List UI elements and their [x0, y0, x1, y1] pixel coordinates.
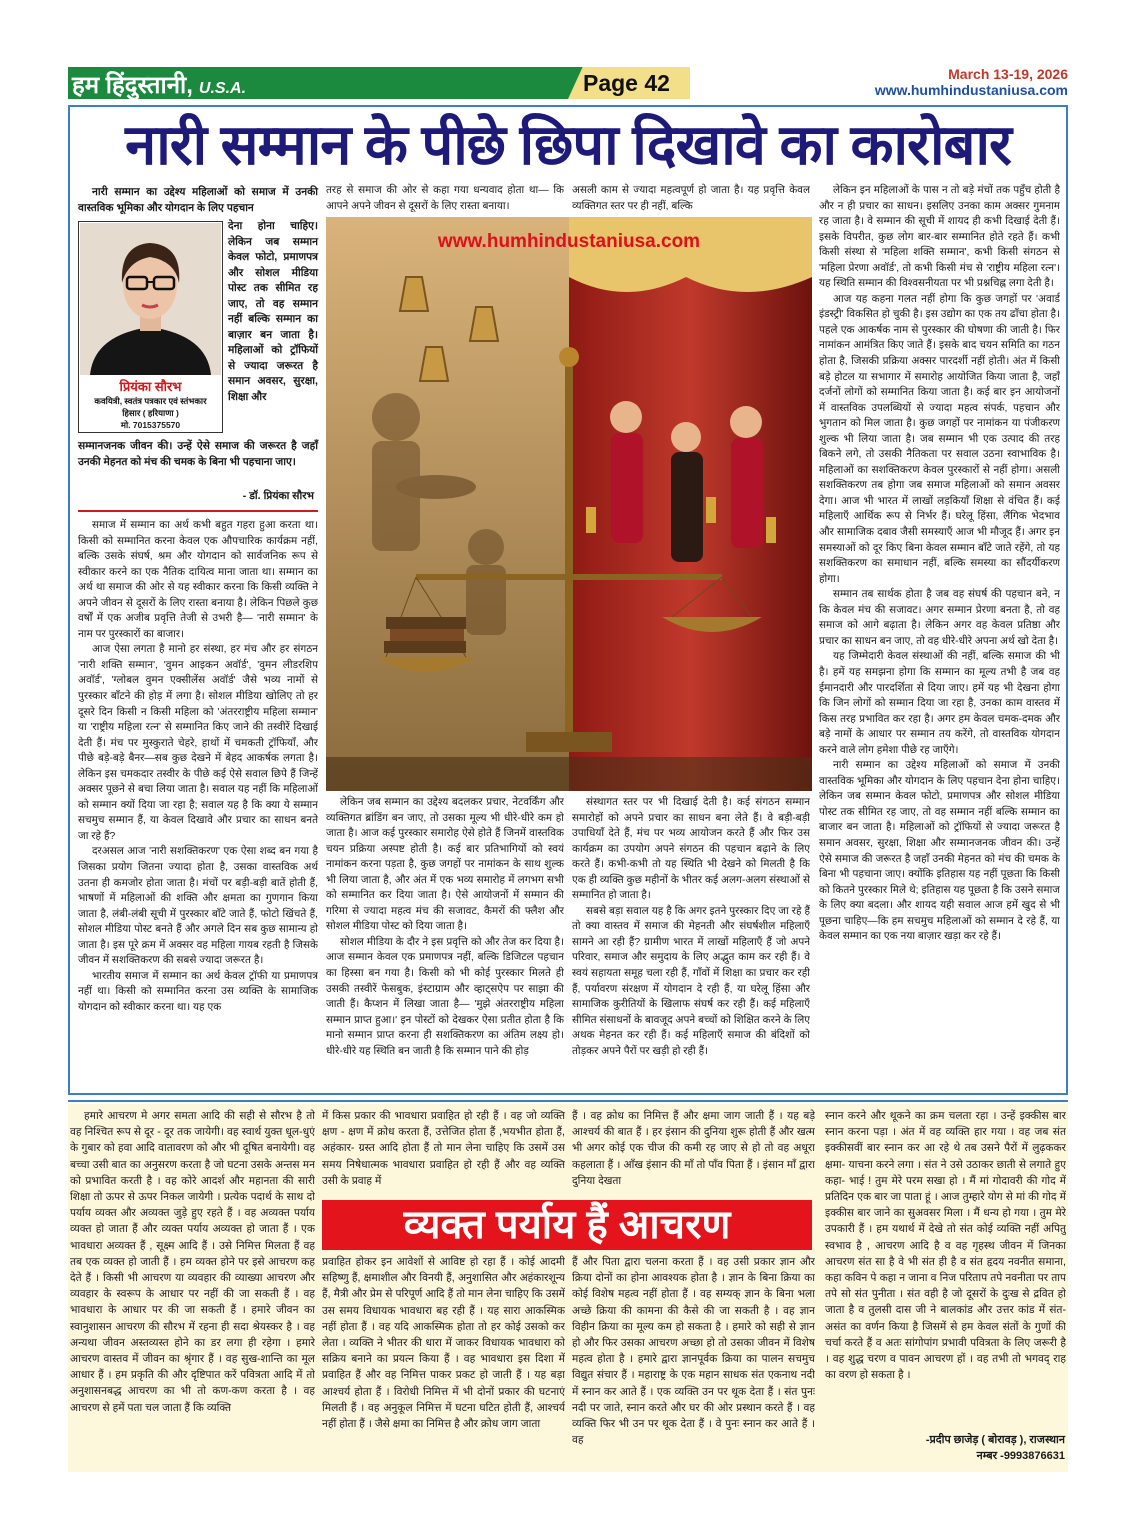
image-watermark: www.humhindustaniusa.com — [437, 231, 701, 252]
article-column-2-top: तरह से समाज की ओर से कहा गया धन्यवाद होता था— कि आपने अपने जीवन से दूसरों के लिए रास्ता बनाया। — [326, 185, 564, 212]
intro-signature: - डॉ. प्रियंका सौरभ — [242, 490, 314, 502]
page-number: Page 42 — [583, 70, 670, 96]
article-column-1 — [78, 518, 318, 1090]
section-divider — [68, 1100, 1068, 1102]
author-photo — [80, 223, 221, 375]
author-role: कवयित्री, स्वतंत्र पत्रकार एवं स्तंभकार — [94, 396, 207, 406]
intro-quote: नारी सम्मान का उद्देश्य महिलाओं को समाज में उनकी वास्तविक भूमिका और योगदान के लिए पहचान — [78, 186, 318, 214]
second-article-headline: व्यक्त पर्याय हैं आचरण — [322, 1200, 812, 1250]
paragraph: यह जिम्मेदारी केवल संस्थाओं की नहीं, बल्कि समाज की भी है। हमें यह समझना होगा कि सम्मान का मूल्य तभी है जब वह ईमानदारी और पारदर्शिता से दिया जाए। हमें यह भी देखना होगा कि जिन लोगों को सम्मान दिया जा रहा है, उनका काम वास्तव में किस तरह प्रभावित कर रहा है। अगर हम केवल चमक-दमक और बड़े नामों के आधार पर सम्मान तय करेंगे, तो वास्तविक योगदान करने वाले लोग हमेशा पीछे रह जाएँगे। — [819, 651, 1060, 756]
article-column-3-top: असली काम से ज्यादा महत्वपूर्ण हो जाता है। यह प्रवृत्ति केवल व्यक्तिगत स्तर पर ही नहीं, बल्कि — [572, 185, 810, 212]
article-headline: नारी सम्मान के पीछे छिपा दिखावे का कारोबार — [125, 113, 1011, 176]
author-place: हिसार ( हरियाणा ) — [122, 408, 179, 418]
second-article-column-3-top: हैं । वह क्रोध का निमित्त हैं और क्षमा जाग जाती हैं । यह बड़े आश्चर्य की बात हैं । हर इंसान की दुनिया शुरू होती हैं और खत्म भी अगर कोई एक चीज की कमी रह जाए से हो तो वह अधूरा कहलाता हैं । आँख इंसान की माँ तो पाँव पिता हैं । इंसान माँ द्वारा दुनिया देखता — [572, 1110, 815, 1187]
second-article-column-2: प्रवाहित होकर इन आवेशों से आविष्ट हो रहा हैं । कोई आदमी सहिष्णु हैं, क्षमाशील और विनयी हैं, अनुशासित और अहंकारशून्य हैं, मैत्री और प्रेम से परिपूर्ण आदि हैं तो मान लेना चाहिए कि उसमें उस समय विधायक भावधारा बह रही हैं । यह सारा आकस्मिक नहीं होता हैं । वह यदि आकस्मिक होता तो हर कोई उसको कर लेता । व्यक्ति ने भीतर की धारा में जाकर विधायक भावधारा को सक्रिय बनाने का प्रयत्न किया हैं । वह भावधारा इस दिशा में प्रवाहित हैं और वह निमित्त पाकर प्रकट हो जाती हैं । यह बड़ा आश्चर्य होता हैं । विरोधी निमित्त में भी दोनों प्रकार की घटनाएं मिलती हैं । वह अनुकूल निमित्त में घटना घटित होती हैं, आश्चर्य नहीं होता हैं । जैसे क्षमा का निमित्त है और क्रोध जाग जाता — [322, 1256, 565, 1431]
paragraph: सबसे बड़ा सवाल यह है कि अगर इतने पुरस्कार दिए जा रहे हैं तो क्या वास्तव में समाज की मेहनती और संघर्षशील महिलाएँ सामने आ रही हैं? ग्रामीण भारत में लाखों महिलाएँ हैं जो अपने परिवार, समाज और समुदाय के लिए अद्भुत काम कर रही हैं। वे स्वयं सहायता समूह चला रही हैं, गाँवों में शिक्षा का प्रचार कर रही हैं, पर्यावरण संरक्षण में योगदान दे रही हैं, या घरेलू हिंसा और सामाजिक कुरीतियों के खिलाफ संघर्ष कर रही हैं। कई महिलाएँ सीमित संसाधनों के बावजूद अपने बच्चों को शिक्षित करने के लिए अथक मेहनत कर रही हैं। कई महिलाएँ समाज की बंदिशों को तोड़कर अपने पैरों पर खड़ी हो रही हैं। — [572, 905, 810, 1057]
second-article-column-1: हमारे आचरण मे अगर समता आदि की सही से सौरभ है तो वह निश्चित रूप से दूर - दूर तक जायेगी। वह स्वार्थ युक्त धूल-धुएं के गुबार को हवा आदि वातावरण को और भी दूषित बनायेगी। वह बच्चा उसी बात का अनुसरण करता है जो घटना उसके अन्तस मन को प्रभावित करती है । वह कोरे आदर्श और महानता की सारी शिक्षा तो ऊपर से ऊपर निकल जायेगी । प्रत्येक पदार्थ के साथ दो पर्याय व्यक्त और अव्यक्त जुड़े हुए रहते हैं । वह अव्यक्त पर्याय व्यक्त हो जाता हैं और व्यक्त पर्याय अव्यक्त हो जाता हैं । एक भावधारा अव्यक्त हैं , सूक्ष्म आदि हैं । उसे निमित्त मिलता हैं वह तब एक व्यक्त हो जाती हैं । हम व्यक्त होने पर इसे आचरण कह देते हैं । किसी भी आचरण या व्यवहार की व्याख्या आचरण और व्यवहार के स्वरूप के आधार पर नहीं की जा सकती हैं । वह भावधारा के आधार पर की जा सकती हैं । हमारे जीवन का स्वानुशासन आचरण की सौरभ में रहना ही सदा श्रेयस्कर है । वह अन्यथा जीवन अस्तव्यस्त होने का डर लगा ही रहेगा । हमारे आचरण वास्तव में जीवन का श्रृंगार हैं । वह सुख-शान्ति का मूल आधार हैं । हम प्रकृति की और दृष्टिपात करें पवित्रता आदि में तो अनुशासनबद्ध आचरण का भी तो कण-कण करता है । वह आचरण से हमें पता चल जाता हैं कि व्यक्ति — [70, 1110, 315, 1414]
paragraph: सोशल मीडिया के दौर ने इस प्रवृत्ति को और तेज कर दिया है। आज सम्मान केवल एक प्रमाणपत्र नहीं, बल्कि डिजिटल पहचान का हिस्सा बन गया है। किसी को भी कोई पुरस्कार मिलते ही उसकी तस्वीरें फेसबुक, इंस्टाग्राम और व्हाट्सऐप पर साझा की जाती हैं। कैप्शन में लिखा जाता है— 'मुझे अंतरराष्ट्रीय महिला सम्मान प्राप्त हुआ।' इन पोस्टों को देखकर ऐसा प्रतीत होता है कि मानो सम्मान प्राप्त करना ही सशक्तिकरण का अंतिम लक्ष्य हो। धीरे-धीरे यह स्थिति बन जाती है कि सम्मान पाने की होड़ — [326, 936, 564, 1057]
author-name: प्रियंका सौरभ — [119, 379, 182, 394]
second-article-column-3: हैं और पिता द्वारा चलना करता हैं । वह उसी प्रकार ज्ञान और क्रिया दोनों का होना आवश्यक होता है । ज्ञान के बिना क्रिया का कोई विशेष महत्व नहीं होता हैं । वह सम्यक् ज्ञान के बिना भला अच्छे क्रिया की कामना की कैसे की जा सकती है । वह ज्ञान विहीन क्रिया का मूल्य कम हो सकता है । हमारे को सही से ज्ञान हो और फिर उसका आचरण अच्छा हो तो उसका जीवन में विशेष महत्व होता है । हमारे द्वारा ज्ञानपूर्वक क्रिया का पालन सचमुच विद्युत संचार हैं । महाराष्ट्र के एक महान साधक संत एकनाथ नदी में स्नान कर आते हैं । एक व्यक्ति उन पर थूक देता हैं । संत पुनः नदी पर जाते, स्नान करते और घर की ओर प्रस्थान करते हैं । वह व्यक्ति फिर भी उन पर थूक देता हैं । वे पुनः स्नान कर आते हैं । वह — [572, 1256, 815, 1447]
author-byline: -प्रदीप छाजेड़ ( बोरावड़ ), राजस्थान — [925, 1434, 1065, 1446]
paragraph: दरअसल आज 'नारी सशक्तिकरण' एक ऐसा शब्द बन गया है जिसका प्रयोग जितना ज्यादा होता है, उसका वास्तविक अर्थ उतना ही कमजोर होता जाता है। मंचों पर बड़ी-बड़ी बातें होती हैं, भाषणों में महिलाओं की शक्ति और क्षमता का गुणगान किया जाता है, लंबी-लंबी सूची में पुरस्कार बाँटे जाते हैं, फोटो खिंचते हैं, सोशल मीडिया पोस्ट बनते हैं और अगले दिन सब कुछ सामान्य हो जाता है। इस पूरे क्रम में अक्सर वह महिला गायब रहती है जिसके जीवन में सशक्तिकरण की सबसे ज्यादा जरूरत है। — [78, 846, 318, 967]
paragraph: आज यह कहना गलत नहीं होगा कि कुछ जगहों पर 'अवार्ड इंडस्ट्री' विकसित हो चुकी है। इस उद्योग का एक तय ढाँचा होता है। पहले एक आकर्षक नाम से पुरस्कार की घोषणा की जाती है। फिर नामांकन आमंत्रित किए जाते हैं। इसके बाद चयन समिति का गठन होता है, जिसकी प्रक्रिया अक्सर पारदर्शी नहीं होती। अंत में किसी बड़े होटल या सभागार में समारोह आयोजित किया जाता है, जहाँ दर्जनों लोगों को सम्मानित किया जाता है। कई बार इन आयोजनों में वास्तविक उपलब्धियों से ज्यादा महत्व संपर्क, पहचान और भुगतान को मिल जाता है। कुछ जगहों पर नामांकन या पंजीकरण शुल्क भी लिया जाता है। जब सम्मान भी एक उत्पाद की तरह बिकने लगे, तो उसकी नैतिकता पर सवाल उठना स्वाभाविक है। महिलाओं का सशक्तिकरण केवल पुरस्कारों से नहीं होगा। असली सशक्तिकरण तब होगा जब समाज महिलाओं को समान अवसर देगा। आज भी भारत में लाखों लड़कियाँ शिक्षा से वंचित हैं। कई महिलाएँ आर्थिक रूप से निर्भर हैं। घरेलू हिंसा, लैंगिक भेदभाव और सामाजिक दबाव जैसी समस्याएँ आज भी मौजूद हैं। अगर इन समस्याओं को दूर किए बिना केवल सम्मान बाँटे जाते रहेंगे, तो यह सशक्तिकरण का समाधान नहीं, बल्कि समस्या का सौंदर्यीकरण होगा। — [819, 293, 1060, 585]
divider — [78, 510, 318, 512]
intro-quote-end: सम्मानजनक जीवन की। उन्हें ऐसे समाज की जरूरत है जहाँ उनकी मेहनत को मंच की चमक के बिना भी पहचाना जाए। — [78, 440, 318, 468]
paragraph: सम्मान तब सार्थक होता है जब वह संघर्ष की पहचान बने, न कि केवल मंच की सजावट। अगर सम्मान प्रेरणा बनता है, तो वह समाज को आगे बढ़ाता है। लेकिन अगर वह केवल प्रतिष्ठा और प्रचार का साधन बन जाए, तो वह धीरे-धीरे अपना अर्थ खो देता है। — [819, 589, 1060, 647]
paper-name-text: हम हिंदुस्तानी, — [72, 72, 193, 99]
article-illustration — [326, 217, 812, 791]
paragraph: आज ऐसा लगता है मानो हर संस्था, हर मंच और हर संगठन 'नारी शक्ति सम्मान', 'वुमन आइकन अवॉर्ड', 'वुमन लीडरशिप अवॉर्ड', 'ग्लोबल वुमन एक्सीलेंस अवॉर्ड' जैसे भव्य नामों से पुरस्कार बाँटने की होड़ में लगा है। सोशल मीडिया खोलिए तो हर दूसरे दिन किसी न किसी महिला को 'अंतरराष्ट्रीय महिला सम्मान' या 'राष्ट्रीय महिला रत्न' से सम्मानित किए जाने की तस्वीरें दिखाई देती हैं। मंच पर मुस्कुराते चेहरे, हाथों में चमकती ट्रॉफियाँ, और पीछे बड़े-बड़े बैनर—सब कुछ देखने में बेहद आकर्षक लगता है। लेकिन इस चमकदार तस्वीर के पीछे कई ऐसे सवाल छिपे हैं जिन्हें अक्सर पूछने से बचा लिया जाता है। सवाल यह नहीं कि महिलाओं को सम्मान क्यों दिया जा रहा है; सवाल यह है कि क्या ये सम्मान सचमुच सम्मान हैं, या केवल दिखावे और प्रचार का साधन बनते जा रहे हैं? — [78, 644, 318, 842]
paragraph: नारी सम्मान का उद्देश्य महिलाओं को समाज में उनकी वास्तविक भूमिका और योगदान के लिए पहचान देना होना चाहिए। लेकिन जब सम्मान केवल फोटो, प्रमाणपत्र और सोशल मीडिया पोस्ट तक सीमित रह जाए, तो वह सम्मान नहीं बल्कि सम्मान का बाजार बन जाता है। महिलाओं को ट्रॉफियों से ज्यादा जरूरत है समान अवसर, सुरक्षा, शिक्षा और सम्मानजनक जीवन की। उन्हें ऐसे समाज की जरूरत है जहाँ उनकी मेहनत को मंच की चमक के बिना भी पहचाना जाए। क्योंकि इतिहास यह नहीं पूछता कि किसी को कितने पुरस्कार मिले थे; इतिहास यह पूछता है कि उसने समाज के लिए क्या बदला। और शायद यही सवाल आज हमें खुद से भी पूछना चाहिए—कि हम सचमुच महिलाओं को सम्मान दे रहे हैं, या केवल सम्मान का एक नया बाज़ार खड़ा कर रहे हैं। — [819, 760, 1060, 943]
article-column-2 — [326, 795, 564, 1090]
intro-quote-wrap: देना होना चाहिए। लेकिन जब सम्मान केवल फोटो, प्रमाणपत्र और सोशल मीडिया पोस्ट तक सीमित रह जाए, तो वह सम्मान नहीं बल्कि सम्मान का बाज़ार बन जाता है। महिलाओं को ट्रॉफियों से ज्यादा जरूरत है समान अवसर, सुरक्षा, शिक्षा और — [228, 220, 318, 403]
newspaper-name — [72, 68, 246, 101]
paragraph: लेकिन जब सम्मान का उद्देश्य बदलकर प्रचार, नेटवर्किंग और व्यक्तिगत ब्रांडिंग बन जाए, तो उसका मूल्य भी धीरे-धीरे कम हो जाता है। आज कई पुरस्कार समारोह ऐसे होते हैं जिनमें वास्तविक चयन प्रक्रिया अस्पष्ट होती है। कई बार प्रतिभागियों को स्वयं नामांकन करना पड़ता है, कुछ जगहों पर नामांकन के साथ शुल्क भी लिया जाता है, और अंत में एक भव्य समारोह में लगभग सभी को सम्मानित कर दिया जाता है। ऐसे आयोजनों में सम्मान की गरिमा से ज्यादा महत्व मंच की सजावट, कैमरों की फ्लैश और सोशल मीडिया पोस्ट को दिया जाता है। — [326, 797, 564, 933]
issue-date: March 13-19, 2026 — [948, 66, 1068, 82]
paper-suffix: U.S.A. — [198, 80, 247, 97]
second-article-column-2-top: में किस प्रकार की भावधारा प्रवाहित हो रही हैं । वह जो व्यक्ति क्षण - क्षण में क्रोध करता हैं, उत्तेजित होता हैं ,भयभीत होता हैं, अहंकार- ग्रस्त आदि होता हैं तो मान लेना चाहिए कि उसमें उस समय निषेधात्मक भावधारा प्रवाहित हो रही हैं और वह व्यक्ति उसी के प्रवाह में — [322, 1110, 565, 1187]
author-phone: मो. 7015375570 — [120, 420, 181, 430]
paragraph: लेकिन इन महिलाओं के पास न तो बड़े मंचों तक पहुँच होती है और न ही प्रचार का साधन। इसलिए उनका काम अक्सर गुमनाम रह जाता है। वे सम्मान की सूची में शायद ही कभी दिखाई देती हैं। इसके विपरीत, कुछ लोग बार-बार सम्मानित होते रहते हैं। कभी किसी संस्था से 'महिला शक्ति सम्मान', कभी किसी संगठन से 'महिला प्रेरणा अवॉर्ड', तो कभी किसी मंच से 'राष्ट्रीय महिला रत्न'। यह स्थिति सम्मान की विश्वसनीयता पर भी प्रश्नचिह्न लगा देती है। — [819, 185, 1060, 290]
paragraph: समाज में सम्मान का अर्थ कभी बहुत गहरा हुआ करता था। किसी को सम्मानित करना केवल एक औपचारिक कार्यक्रम नहीं, बल्कि उसके संघर्ष, श्रम और योगदान को सार्वजनिक रूप से स्वीकार करने का एक नैतिक दायित्व माना जाता था। सम्मान का अर्थ था समाज की ओर से यह स्वीकार करना कि किसी व्यक्ति ने अपने जीवन से दूसरों के लिए रास्ता बनाया है। लेकिन पिछले कुछ वर्षों में एक अजीब प्रवृत्ति तेजी से उभरी है— 'नारी सम्मान' के नाम पर पुरस्कारों का बाजार। — [78, 520, 318, 640]
article-column-3 — [572, 795, 810, 1090]
article-column-4 — [819, 183, 1060, 1090]
paragraph: भारतीय समाज में सम्मान का अर्थ केवल ट्रॉफी या प्रमाणपत्र नहीं था। किसी को सम्मानित करना उस व्यक्ति के सामाजिक योगदान को स्वीकार करना था। यह एक — [78, 970, 318, 1013]
author-phone-number: नम्बर -9993876631 — [976, 1450, 1065, 1462]
paragraph: संस्थागत स्तर पर भी दिखाई देती है। कई संगठन सम्मान समारोहों को अपने प्रचार का साधन बना लेते हैं। वे बड़ी-बड़ी उपाधियाँ देते हैं, मंच पर भव्य आयोजन करते हैं और फिर उस कार्यक्रम का उपयोग अपने संगठन की पहचान बढ़ाने के लिए करते हैं। कभी-कभी तो यह स्थिति भी देखने को मिलती है कि एक ही व्यक्ति कुछ महीनों के भीतर कई अलग-अलग संस्थाओं से सम्मानित हो जाता है। — [572, 797, 810, 902]
second-article-column-4: स्नान करने और थूकने का क्रम चलता रहा । उन्हें इक्कीस बार स्नान करना पड़ा । अंत में वह व्यक्ति हार गया । वह जब संत इक्कीसवीं बार स्नान कर आ रहे थे तब उसने पैरों में लुढ़ककर क्षमा- याचना करने लगा । संत ने उसे उठाकर छाती से लगाते हुए कहा- भाई ! तुम मेरे परम सखा हो । मैं मां गोदावरी की गोद में प्रतिदिन एक बार जा पाता हूं । आज तुम्हारे योग से मां की गोद में इक्कीस बार जाने का सुअवसर मिला । मैं धन्य हो गया । तुम मेरे उपकारी हैं । हम यथार्थ में देखे तो संत कोई व्यक्ति नहीं अपितु स्वभाव है , आचरण आदि है व वह गृहस्थ जीवन में जिनका आचरण संत सा है वे भी संत ही है व संत हृदय नवनीत समाना, कहा कविन पे कहा न जाना व निज परिताप तपे नवनीता पर ताप तपे सो संत पुनीता । संत वही है जो दूसरों के दुःख से द्रवित हो जाता है व तुलसी दास जी ने बालकांड और उत्तर कांड में संत- असंत का वर्णन किया है जिसमें से हम केवल संतों के गुणों की चर्चा करते हैं व अतः सांगोपांग प्रभावी पवित्रता के लिए जरूरी है । वह शुद्ध चरण व पावन आचरण हों । वह तभी तो भगवद् राह का वरण हो सकता है । — [825, 1110, 1066, 1382]
second-article-byline — [825, 1432, 1065, 1464]
author-card — [78, 221, 223, 433]
website-link[interactable]: www.humhindustaniusa.com — [874, 82, 1068, 98]
